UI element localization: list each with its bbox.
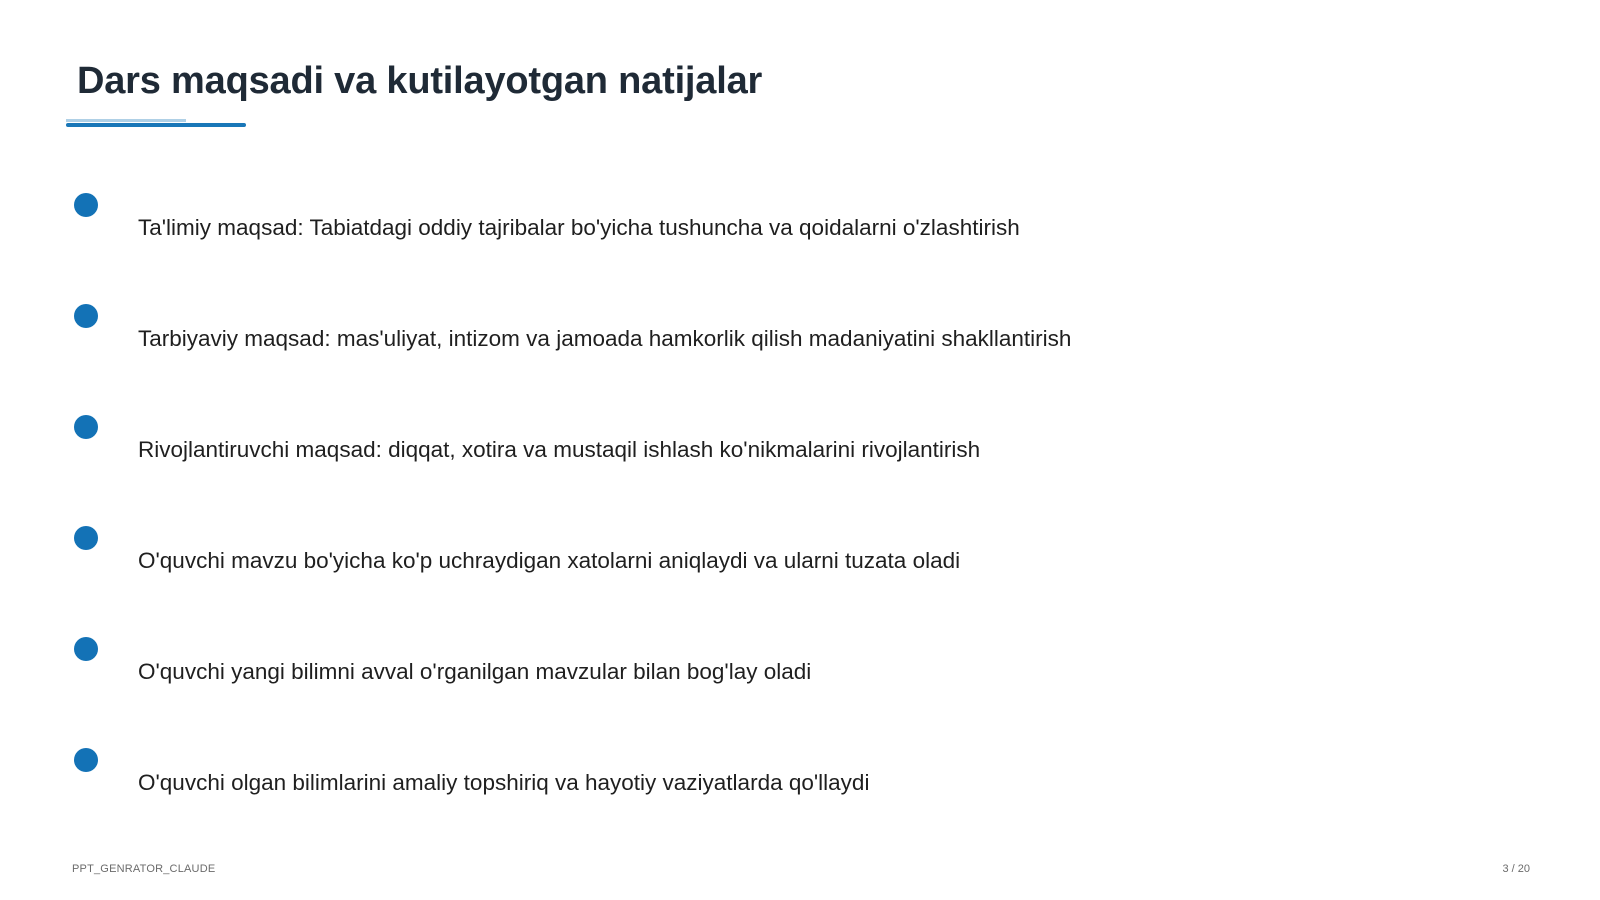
bullet-dot-icon: [74, 637, 98, 661]
bullet-item: [74, 193, 1554, 293]
bullet-dot-icon: [74, 304, 98, 328]
bullet-item: [74, 304, 1554, 404]
bullet-text: Ta'limiy maqsad: Tabiatdagi oddiy tajribalar bo'yicha tushuncha va qoidalarni o'zlashtirish: [138, 215, 1020, 240]
slide-title: Dars maqsadi va kutilayotgan natijalar: [77, 60, 763, 102]
bullet-item: [74, 415, 1554, 515]
bullet-dot-icon: [74, 526, 98, 550]
page-indicator: 3 / 20: [1502, 863, 1530, 875]
bullet-dot-icon: [74, 748, 98, 772]
bullet-text: O'quvchi mavzu bo'yicha ko'p uchraydigan xatolarni aniqlaydi va ularni tuzata oladi: [138, 548, 961, 573]
bullet-item: [74, 637, 1554, 737]
bullet-item: [74, 526, 1554, 626]
footer-label: PPT_GENRATOR_CLAUDE: [72, 863, 216, 875]
bullet-text: O'quvchi yangi bilimni avval o'rganilgan mavzular bilan bog'lay oladi: [138, 659, 812, 684]
bullet-dot-icon: [74, 193, 98, 217]
bullet-dot-icon: [74, 415, 98, 439]
bullet-text: Rivojlantiruvchi maqsad: diqqat, xotira va mustaqil ishlash ko'nikmalarini rivojlantirish: [138, 437, 981, 462]
bullet-text: Tarbiyaviy maqsad: mas'uliyat, intizom va jamoada hamkorlik qilish madaniyatini shakllantirish: [138, 326, 1072, 351]
bullet-text: O'quvchi olgan bilimlarini amaliy topshiriq va hayotiy vaziyatlarda qo'llaydi: [138, 770, 870, 795]
bullet-item: [74, 748, 1554, 848]
